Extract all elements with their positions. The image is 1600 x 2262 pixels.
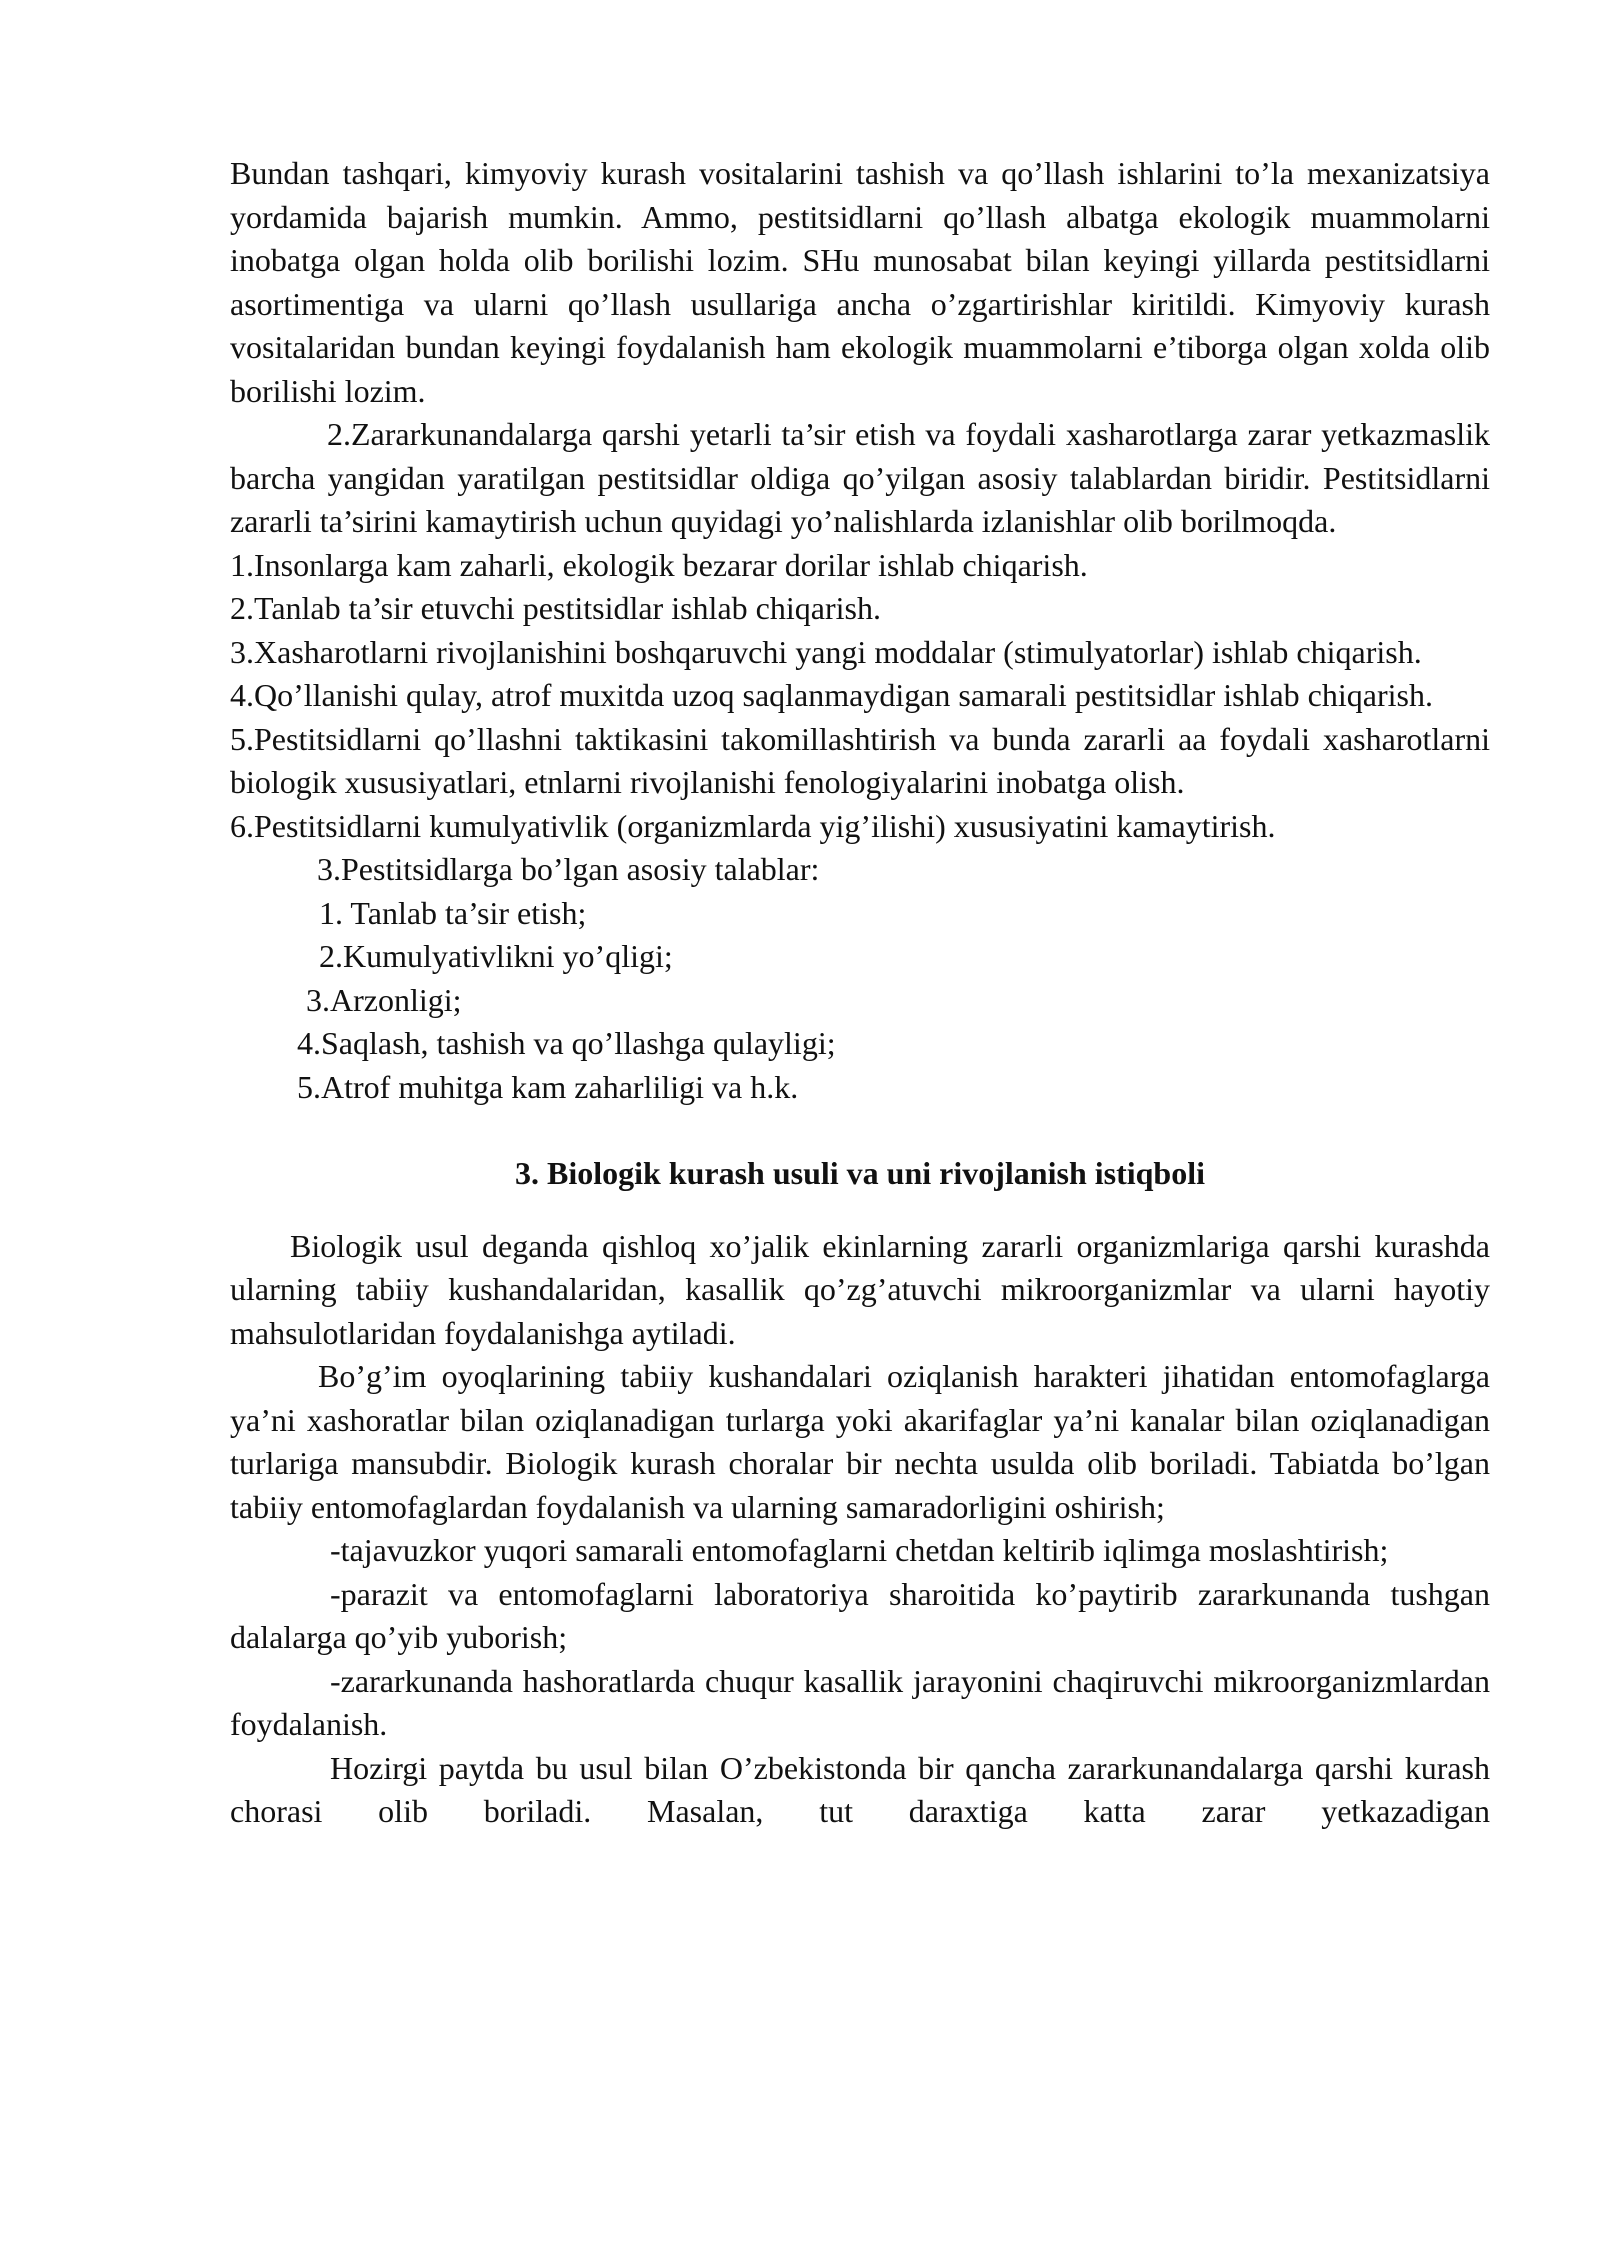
paragraph-release-parasites: -parazit va entomofaglarni laboratoriya sharoitida ko’paytirib zararkunanda tushgan dalalarga qo’yib yuborish; <box>230 1575 1490 1655</box>
paragraph-natural-enemies: Bo’g’im oyoqlarining tabiiy kushandalari oziqlanish harakteri jihatidan entomofaglarga ya’ni xashoratlar bilan oziqlanadigan turlarga yoki akarifaglar ya’ni kanalar bilan oziqlanadigan turlariga mansubdir. Biologik kurash choralar bir nechta usulda olib boriladi. Tabiatda bo’lgan tabiiy entomofaglardan foydalanish va ularning samaradorligini oshirish; <box>230 1358 1490 1525</box>
requirements-list <box>230 848 1490 1109</box>
list-item: 1. Tanlab ta’sir etish; <box>319 894 587 931</box>
list-item: 1.Insonlarga kam zaharli, ekologik bezarar dorilar ishlab chiqarish. <box>230 546 1088 583</box>
document-page <box>230 152 1490 1834</box>
list-item: 3.Xasharotlarni rivojlanishini boshqaruvchi yangi moddalar (stimulyatorlar) ishlab chiqarish. <box>230 633 1422 670</box>
paragraph-biological-method: Biologik usul deganda qishloq xo’jalik ekinlarning zararli organizmlariga qarshi kurashda ularning tabiiy kushandalaridan, kasallik qo’zg’atuvchi mikroorganizmlar va ularni hayotiy mahsulotlaridan foydalanishga aytiladi. <box>230 1227 1490 1351</box>
paragraph-chemical-control: Bundan tashqari, kimyoviy kurash vositalarini tashish va qo’llash ishlarini to’la mexanizatsiya yordamida bajarish mumkin. Ammo, pestitsidlarni qo’llash albatga ekologik muammolarni inobatga olgan holda olib borilishi lozim. SHu munosabat bilan keyingi yillarda pestitsidlarni asortimentiga va ularni qo’llash usullariga ancha o’zgartirishlar kiritildi. Kimyoviy kurash vositalaridan bundan keyingi foydalanish ham ekologik muammolarni e’tiborga olgan xolda olib borilishi lozim. <box>230 155 1490 409</box>
directions-list <box>230 544 1490 849</box>
section-heading: 3. Biologik kurash usuli va uni rivojlanish istiqboli <box>514 1155 1205 1191</box>
list-item: 5.Pestitsidlarni qo’llashni taktikasini takomillashtirish va bunda zararli aa foydali xasharotlarni biologik xususiyatlari, etnlarni rivojlanishi fenologiyalarini inobatga olish. <box>230 720 1490 800</box>
requirements-title: 3.Pestitsidlarga bo’lgan asosiy talablar: <box>317 851 820 887</box>
paragraph-microorganisms: -zararkunanda hashoratlarda chuqur kasallik jarayonini chaqiruvchi mikroorganizmlardan foydalanish. <box>230 1662 1490 1742</box>
paragraph-pesticide-directions-intro: 2.Zararkunandalarga qarshi yetarli ta’sir etish va foydali xasharotlarga zarar yetkazmaslik barcha yangidan yaratilgan pestitsidlar oldiga qo’yilgan asosiy talablardan biridir. Pestitsidlarni zararli ta’sirini kamaytirish uchun quyidagi yo’nalishlarda izlanishlar olib borilmoqda. <box>230 416 1490 539</box>
list-item: 6.Pestitsidlarni kumulyativlik (organizmlarda yig’ilishi) xususiyatini kamaytirish. <box>230 807 1276 844</box>
paragraph-introduce-entomophages: -tajavuzkor yuqori samarali entomofaglarni chetdan keltirib iqlimga moslashtirish; <box>330 1532 1389 1568</box>
list-item: 4.Qo’llanishi qulay, atrof muxitda uzoq saqlanmaydigan samarali pestitsidlar ishlab chiqarish. <box>230 677 1433 713</box>
paragraph-uzbekistan-current: Hozirgi paytda bu usul bilan O’zbekistonda bir qancha zararkunandalarga qarshi kurash chorasi olib boriladi. Masalan, tut daraxtiga katta zarar yetkazadigan <box>230 1749 1490 1829</box>
list-item: 3.Arzonligi; <box>306 981 462 1018</box>
list-item: 2.Kumulyativlikni yo’qligi; <box>319 938 673 974</box>
list-item: 2.Tanlab ta’sir etuvchi pestitsidlar ishlab chiqarish. <box>230 590 881 626</box>
list-item: 5.Atrof muhitga kam zaharliligi va h.k. <box>297 1068 799 1105</box>
list-item: 4.Saqlash, tashish va qo’llashga qulayligi; <box>297 1025 836 1061</box>
